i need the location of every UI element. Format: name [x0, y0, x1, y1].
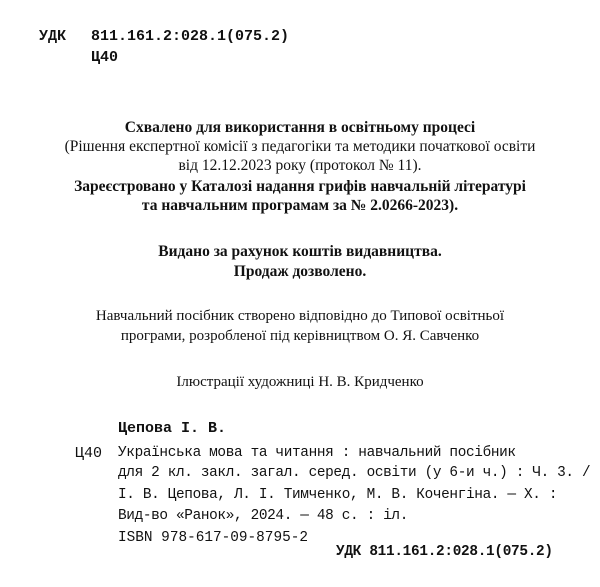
publisher-line: Видано за рахунок коштів видавництва.: [158, 243, 442, 260]
udk-label: УДК: [39, 28, 67, 45]
registration-line: та навчальним програмам за № 2.0266-2023).: [141, 197, 459, 214]
udk-code: 811.161.2:028.1(075.2): [91, 28, 290, 45]
author-code: Ц40: [91, 49, 119, 66]
approval-line: від 12.12.2023 року (протокол № 11).: [178, 157, 422, 174]
catalog-code: Ц40: [75, 445, 103, 462]
program-line: Навчальний посібник створено відповідно до Типової освітньої: [95, 308, 505, 324]
approval-line: (Рішення експертної комісії з педагогіки та методики початкової освіти: [64, 138, 536, 155]
catalog-line: для 2 кл. закл. загал. серед. освіти (у 6-и ч.) : Ч. 3. /: [118, 465, 591, 481]
approval-line: Схвалено для використання в освітньому процесі: [124, 119, 476, 136]
catalog-line: Вид-во «Ранок», 2024. — 48 с. : іл.: [118, 508, 409, 524]
catalog-author: Цепова І. В.: [118, 420, 227, 437]
catalog-udk: УДК 811.161.2:028.1(075.2): [336, 544, 553, 560]
catalog-isbn: ISBN 978-617-09-8795-2: [118, 530, 308, 546]
illustrations-credit: Ілюстрації художниці Н. В. Кридченко: [176, 374, 424, 390]
program-line: програми, розробленої під керівництвом О. Я. Савченко: [120, 328, 480, 344]
catalog-line: І. В. Цепова, Л. І. Тимченко, М. В. Коченгіна. — Х. :: [118, 487, 558, 503]
registration-line: Зареєстровано у Каталозі надання грифів навчальній літературі: [74, 178, 526, 195]
publisher-line: Продаж дозволено.: [233, 263, 367, 280]
catalog-line: Українська мова та читання : навчальний посібник: [118, 445, 516, 461]
